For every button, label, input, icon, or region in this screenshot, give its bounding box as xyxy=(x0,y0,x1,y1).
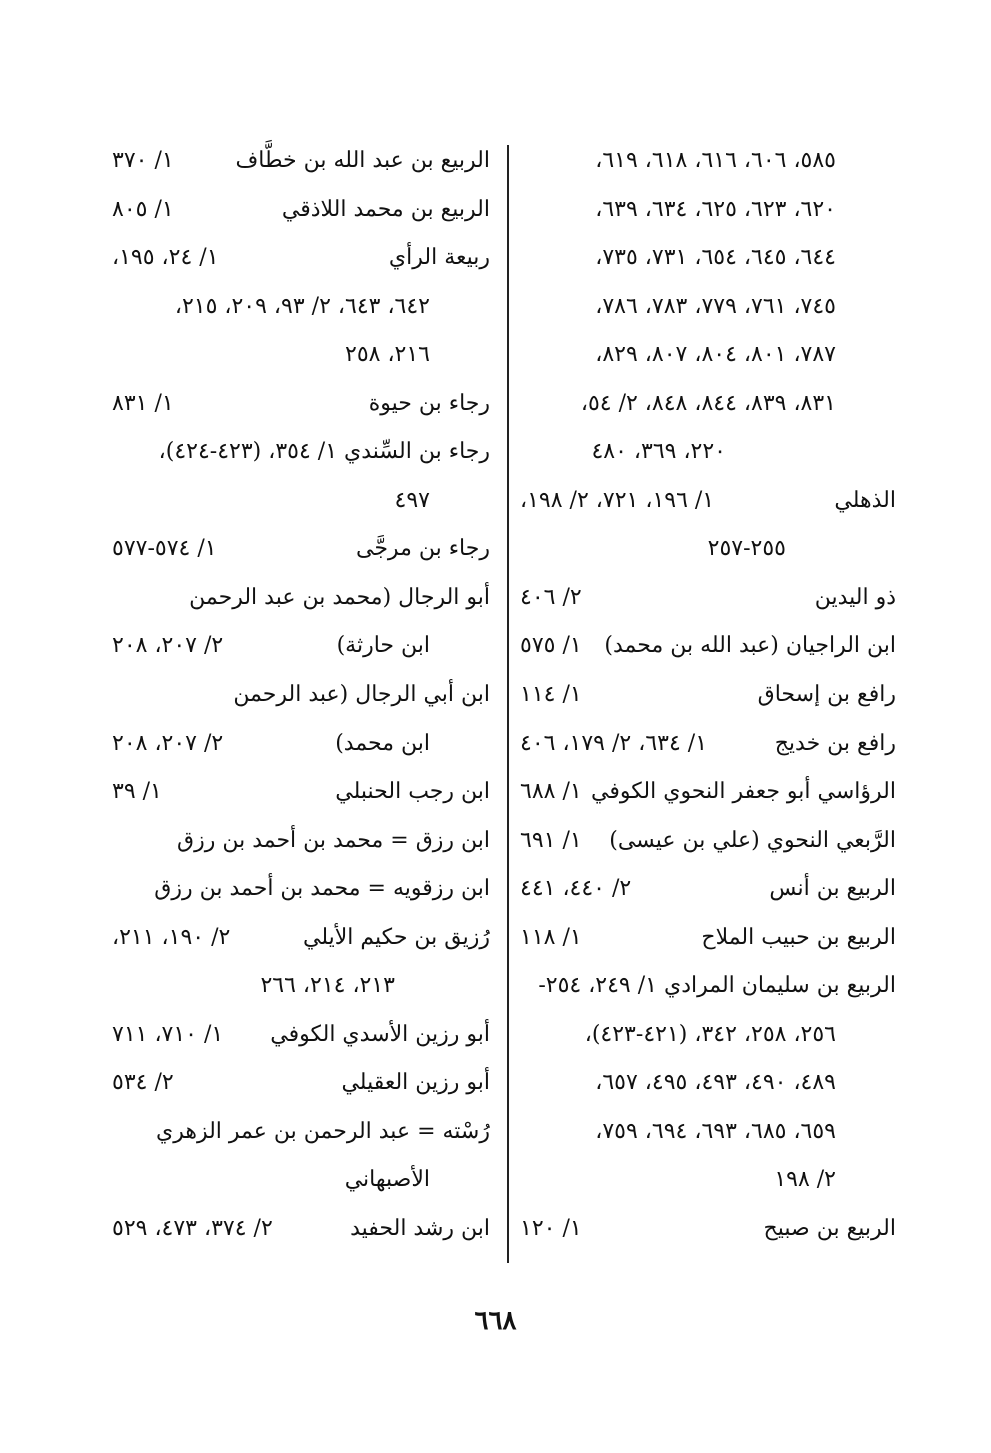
entry-name: الربيع بن أنس xyxy=(769,876,896,902)
entry-text: ابن رزقويه = محمد بن أحمد بن رزق xyxy=(154,876,490,902)
entry-name: أبو رزين العقيلي xyxy=(341,1070,490,1096)
column-divider xyxy=(507,145,509,1263)
index-line xyxy=(112,1108,490,1157)
entry-name: الربيع بن صبيح xyxy=(763,1216,896,1242)
entry-references: ١/ ١٩٦، ٧٢١، ٢/ ١٩٨، xyxy=(520,487,715,513)
entry-references: ١/ ٢٤، ١٩٥، xyxy=(112,245,219,271)
entry-continuation: ٦٤٢، ٦٤٣، ٢/ ٩٣، ٢٠٩، ٢١٥، xyxy=(174,293,430,319)
index-line xyxy=(520,1108,896,1157)
index-line xyxy=(112,525,490,574)
entry-name: الربيع بن عبد الله بن خطَّاف xyxy=(235,148,490,173)
index-line xyxy=(112,137,490,186)
entry-name: الرَّبعي النحوي (علي بن عيسى) xyxy=(609,827,896,853)
index-line xyxy=(112,1011,490,1060)
entry-continuation: ٢٥٦، ٢٥٨، ٣٤٢، (٤٢١-٤٢٣)، xyxy=(584,1021,836,1047)
entry-continuation: ٢٢٠، ٣٦٩، ٤٨٠ xyxy=(591,439,726,465)
entry-continuation: ٥٨٥، ٦٠٦، ٦١٦، ٦١٨، ٦١٩، xyxy=(595,148,836,173)
entry-name: رجاء بن حيوة xyxy=(368,390,490,416)
entry-references: ١/ ٣٧٠ xyxy=(112,148,174,173)
entry-name: الرؤاسي أبو جعفر النحوي الكوفي xyxy=(591,779,896,805)
index-line xyxy=(520,622,896,671)
entry-references: ١/ ١١٨ xyxy=(520,924,582,950)
entry-continuation: ٢/ ١٩٨ xyxy=(774,1167,836,1193)
entry-references: ١/ ٦٩١ xyxy=(520,827,582,853)
entry-references: ٢/ ٢٠٧، ٢٠٨ xyxy=(112,633,224,659)
entry-references: ١/ ٣٩ xyxy=(112,779,162,805)
index-line xyxy=(520,671,896,720)
entry-references: ٢/ ١٩٠، ٢١١، xyxy=(112,924,231,950)
index-line xyxy=(520,574,896,623)
entry-references: ١/ ١١٤ xyxy=(520,682,582,708)
index-line xyxy=(520,428,896,477)
index-line xyxy=(112,1205,490,1254)
entry-name: رافع بن إسحاق xyxy=(757,682,896,708)
index-line xyxy=(112,962,490,1011)
entry-name: ربيعة الرأي xyxy=(388,245,490,271)
entry-text: ابن أبي الرجال (عبد الرحمن xyxy=(233,682,490,708)
entry-references: ١/ ٨٣١ xyxy=(112,390,174,416)
index-line xyxy=(112,865,490,914)
entry-name: الربيع بن محمد اللاذقي xyxy=(281,196,490,222)
index-line xyxy=(520,525,896,574)
entry-text: الربيع بن سليمان المرادي ١/ ٢٤٩، ٢٥٤- xyxy=(538,973,896,999)
entry-name: ابن رجب الحنبلي xyxy=(335,779,490,805)
index-line xyxy=(112,914,490,963)
entry-continuation: ٧٤٥، ٧٦١، ٧٧٩، ٧٨٣، ٧٨٦، xyxy=(595,293,836,319)
entry-text: أبو الرجال (محمد بن عبد الرحمن xyxy=(189,584,490,610)
entry-name: ابن الراجيان (عبد الله بن محمد) xyxy=(604,633,896,659)
index-line xyxy=(112,477,490,526)
entry-name: الذهلي xyxy=(834,487,896,513)
entry-references: ٢/ ٤٠٦ xyxy=(520,584,582,610)
entry-continuation: ٢٥٥-٢٥٧ xyxy=(707,536,786,562)
entry-continuation: الأصبهاني xyxy=(344,1167,430,1193)
index-line xyxy=(112,428,490,477)
entry-name: ابن رشد الحفيد xyxy=(350,1216,490,1242)
entry-references: ١/ ٨٠٥ xyxy=(112,196,174,222)
index-line xyxy=(112,768,490,817)
entry-text: رجاء بن السِّندي ١/ ٣٥٤، (٤٢٣-٤٢٤)، xyxy=(158,439,490,465)
index-line xyxy=(520,477,896,526)
index-line xyxy=(112,283,490,332)
entry-continuation: ٦٢٠، ٦٢٣، ٦٢٥، ٦٣٤، ٦٣٩، xyxy=(595,196,836,222)
entry-name: رُزيق بن حكيم الأيلي xyxy=(303,924,490,950)
index-line xyxy=(112,720,490,769)
entry-references: ١/ ٥٧٤-٥٧٧ xyxy=(112,536,217,562)
index-line xyxy=(520,234,896,283)
entry-references: ٢/ ٤٤٠، ٤٤١ xyxy=(520,876,632,902)
index-line xyxy=(520,186,896,235)
entry-continuation: ٢١٣، ٢١٤، ٢٦٦ xyxy=(260,973,395,999)
index-line xyxy=(520,1156,896,1205)
index-line xyxy=(520,1059,896,1108)
entry-continuation: ٧٨٧، ٨٠١، ٨٠٤، ٨٠٧، ٨٢٩، xyxy=(595,342,836,368)
entry-name: رافع بن خديج xyxy=(774,730,896,756)
entry-name: ذو اليدين xyxy=(814,584,896,610)
entry-name: أبو رزين الأسدي الكوفي xyxy=(270,1021,490,1047)
entry-continuation: ٦٥٩، ٦٨٥، ٦٩٣، ٦٩٤، ٧٥٩، xyxy=(595,1118,836,1144)
index-line xyxy=(520,720,896,769)
index-line xyxy=(112,186,490,235)
entry-text: ابن رزق = محمد بن أحمد بن رزق xyxy=(177,827,490,853)
index-line xyxy=(112,1059,490,1108)
index-line xyxy=(520,1011,896,1060)
entry-continuation: ابن محمد) xyxy=(335,730,430,756)
index-line xyxy=(112,622,490,671)
entry-continuation: ٦٤٤، ٦٤٥، ٦٥٤، ٧٣١، ٧٣٥، xyxy=(595,245,836,271)
index-line xyxy=(520,817,896,866)
index-line xyxy=(520,380,896,429)
index-line xyxy=(112,331,490,380)
left-index-column xyxy=(112,137,490,1254)
entry-continuation: ٨٣١، ٨٣٩، ٨٤٤، ٨٤٨، ٢/ ٥٤، xyxy=(580,390,836,416)
index-line xyxy=(520,865,896,914)
entry-references: ١/ ٦٣٤، ٢/ ١٧٩، ٤٠٦ xyxy=(520,730,708,756)
index-line xyxy=(112,380,490,429)
right-index-column xyxy=(520,137,896,1254)
index-line xyxy=(112,234,490,283)
entry-name: رجاء بن مرجَّى xyxy=(356,536,490,562)
entry-references: ٢/ ٢٠٧، ٢٠٨ xyxy=(112,730,224,756)
entry-references: ٢/ ٥٣٤ xyxy=(112,1070,174,1096)
entry-references: ١/ ٥٧٥ xyxy=(520,633,582,659)
entry-name: الربيع بن حبيب الملاح xyxy=(701,924,896,950)
entry-references: ١/ ٧١٠، ٧١١ xyxy=(112,1021,224,1047)
entry-continuation: ابن حارثة) xyxy=(336,633,430,659)
index-line xyxy=(520,1205,896,1254)
entry-continuation: ٢١٦، ٢٥٨ xyxy=(345,342,430,368)
index-line xyxy=(112,817,490,866)
index-line xyxy=(520,914,896,963)
page-number: ٦٦٨ xyxy=(474,1306,517,1336)
index-line xyxy=(112,1156,490,1205)
index-line xyxy=(520,283,896,332)
index-line xyxy=(520,331,896,380)
entry-references: ٢/ ٣٧٤، ٤٧٣، ٥٢٩ xyxy=(112,1216,273,1242)
index-line xyxy=(520,962,896,1011)
entry-references: ١/ ٦٨٨ xyxy=(520,779,582,805)
index-line xyxy=(520,768,896,817)
index-line xyxy=(520,137,896,186)
entry-text: رُسْته = عبد الرحمن بن عمر الزهري xyxy=(156,1118,490,1144)
index-line xyxy=(112,574,490,623)
index-line xyxy=(112,671,490,720)
entry-references: ١/ ١٢٠ xyxy=(520,1216,582,1242)
entry-continuation: ٤٩٧ xyxy=(394,487,430,513)
entry-continuation: ٤٨٩، ٤٩٠، ٤٩٣، ٤٩٥، ٦٥٧، xyxy=(595,1070,836,1096)
